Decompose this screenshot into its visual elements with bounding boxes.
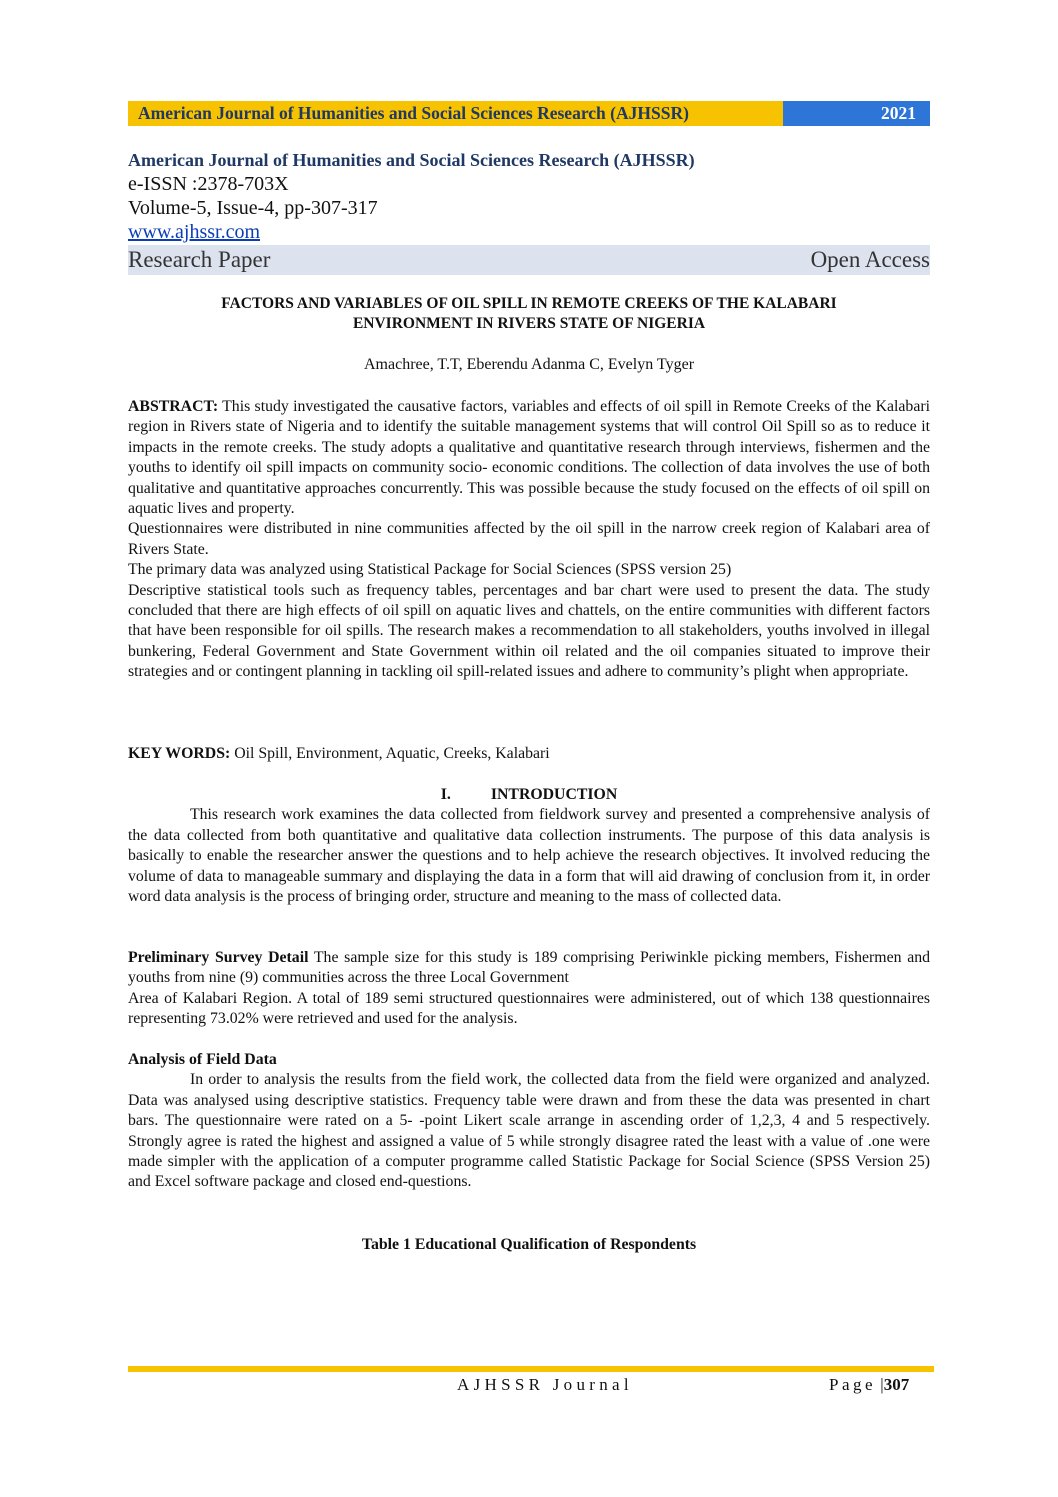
page-number: 307 [883,1375,910,1394]
page-separator: | [880,1375,884,1394]
survey-section [128,948,930,1030]
masthead-journal-title: American Journal of Humanities and Social Sciences Research (AJHSSR) [128,150,695,170]
open-access-label: Open Access [810,247,930,272]
footer-page [829,1375,909,1395]
header-year: 2021 [783,101,930,126]
masthead [128,148,930,275]
analysis-paragraph: In order to analysis the results from the field work, the collected data from the field were organized and analyzed. Data was analysed using descriptive statistics. Frequency table were drawn and from these the data was presented in chart bars. The questionnaire were rated on a 5- -point Likert scale arrange in ascending order of 1,2,3, 4 and 5 respectively. Strongly agree is rated the highest and assigned a value of 5 while strongly disagree rated the least with a value of .one were made simpler with the application of a computer programme called Statistic Package for Social Science (SPSS Version 25) and Excel software package and closed end-questions. [128,1071,930,1191]
abstract-paragraph: Questionnaires were distributed in nine communities affected by the oil spill in the narrow creek region of Kalabari area of Rivers State. [128,520,930,558]
running-header [128,101,930,126]
journal-website-link[interactable]: www.ajhssr.com [128,221,261,243]
volume-info: Volume-5, Issue-4, pp-307-317 [128,197,378,219]
abstract-paragraph: The primary data was analyzed using Statistical Package for Social Sciences (SPSS version 25) [128,561,732,579]
abstract [128,397,930,683]
authors: Amachree, T.T, Eberendu Adanma C, Evelyn Tyger [363,356,695,373]
analysis-heading: Analysis of Field Data [128,1051,277,1068]
article-title [128,294,930,334]
page-label: Page [829,1375,877,1394]
paper-type: Research Paper [128,247,271,272]
keywords-text: Oil Spill, Environment, Aquatic, Creeks, Kalabari [230,745,550,762]
table-caption: Table 1 Educational Qualification of Respondents [361,1236,697,1253]
article-title-line: FACTORS AND VARIABLES OF OIL SPILL IN REMOTE CREEKS OF THE KALABARI [221,295,837,312]
footer-rule [128,1366,934,1372]
keywords [128,744,930,764]
keywords-label: KEY WORDS: [128,745,231,762]
abstract-label: ABSTRACT: [128,398,219,415]
header-journal-name: American Journal of Humanities and Social Sciences Research (AJHSSR) [128,101,783,126]
issn: e-ISSN :2378-703X [128,173,289,195]
section-heading [128,785,930,805]
article-title-line: ENVIRONMENT IN RIVERS STATE OF NIGERIA [352,315,706,332]
footer-journal: AJHSSR Journal [457,1375,633,1394]
abstract-paragraph: This study investigated the causative factors, variables and effects of oil spill in Remote Creeks of the Kalabari region in Rivers state of Nigeria and to identify the suitable management systems that will control Oil Spill so as to reduce it impacts in the remote creeks. The study adopts a qualitative and quantitative research through interviews, fishermen and the youths to identify oil spill impacts on community socio- economic conditions. The collection of data involves the use of both qualitative and quantitative approaches concurrently. This was possible because the study focused on the effects of oil spill on aquatic lives and property. [128,398,930,518]
abstract-paragraph: Descriptive statistical tools such as frequency tables, percentages and bar chart were used to present the data. The study concluded that there are high effects of oil spill on aquatic lives and chattels, on the entire communities with different factors that have been responsible for oil spills. The research makes a recommendation to all stakeholders, youths involved in illegal bunkering, Federal Government and State Government within oil related and the oil companies situated to improve their strategies and or contingent planning in tackling oil spill-related issues and adhere to community’s plight when appropriate. [128,581,930,681]
section-title: INTRODUCTION [490,786,618,803]
survey-paragraph: Area of Kalabari Region. A total of 189 semi structured questionnaires were administered, out of which 138 questionnaires representing 73.02% were retrieved and used for the analysis. [128,989,930,1028]
survey-label: Preliminary Survey Detail [128,949,309,966]
analysis-section [128,1050,930,1193]
paper-type-band [128,245,930,275]
introduction-section [128,785,930,907]
section-number: I. [440,786,451,803]
survey-text: The sample size for this study is 189 comprising Periwinkle picking members, Fishermen and youths from nine (9) communities across the three Local Government [128,949,931,987]
introduction-paragraph: This research work examines the data collected from fieldwork survey and presented a comprehensive analysis of the data collected from both quantitative and qualitative data collection instruments. The purpose of this data analysis is basically to enable the researcher answer the questions and to help achieve the research objectives. It involved reducing the volume of data to manageable summary and displaying the data in a form that will aid drawing of conclusion from it, in order word data analysis is the process of bringing order, structure and meaning to the mass of collected data. [128,806,930,906]
